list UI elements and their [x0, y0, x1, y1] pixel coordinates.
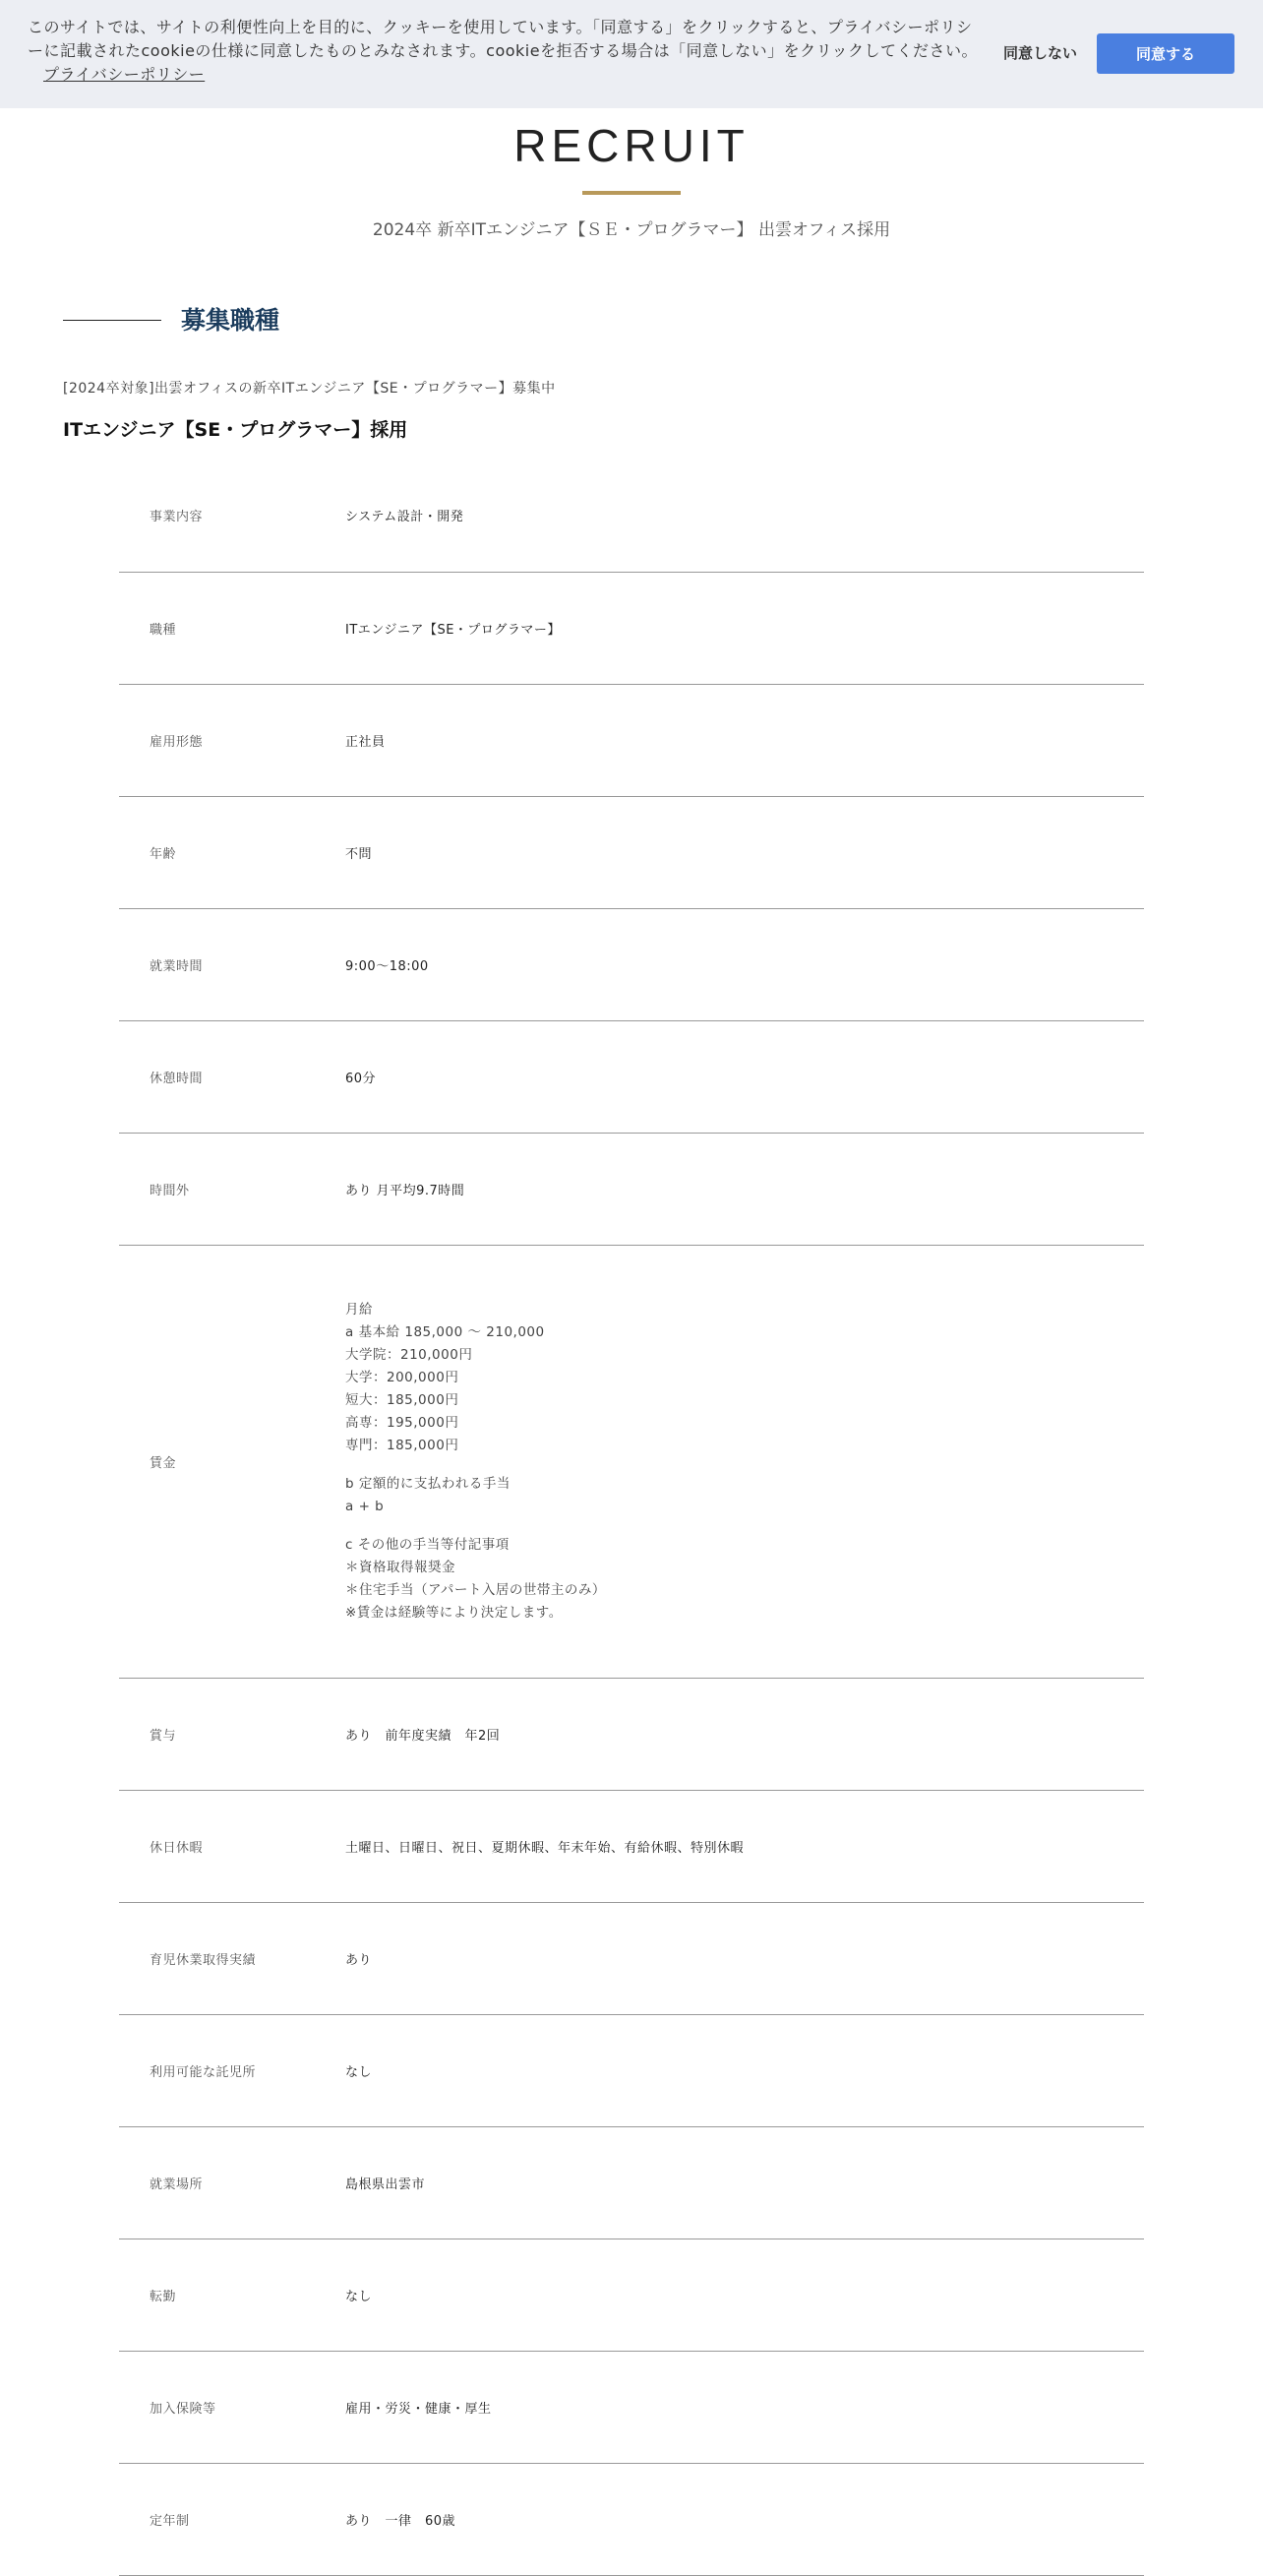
- row-value: 雇用・労災・健康・厚生: [345, 2351, 1144, 2463]
- row-value: あり: [345, 1902, 1144, 2014]
- table-row: [119, 2463, 1144, 2575]
- row-value: あり 月平均9.7時間: [345, 1133, 1144, 1245]
- decline-button[interactable]: 同意しない: [990, 33, 1091, 73]
- spacer: [345, 1518, 1144, 1534]
- row-label: 利用可能な託児所: [119, 2014, 345, 2126]
- salary-line: c その他の手当等付記事項: [345, 1536, 510, 1553]
- salary-line: 高専：195,000円: [345, 1414, 459, 1431]
- table-row: [119, 2126, 1144, 2239]
- row-label: 育児休業取得実績: [119, 1902, 345, 2014]
- row-label: 休憩時間: [119, 1020, 345, 1133]
- row-label: 賞与: [119, 1678, 345, 1790]
- table-row: [119, 1133, 1144, 1245]
- row-label: 年齢: [119, 796, 345, 908]
- table-row: [119, 796, 1144, 908]
- row-value: 正社員: [345, 684, 1144, 796]
- row-value: 60分: [345, 1020, 1144, 1133]
- table-row: [119, 2351, 1144, 2463]
- table-row-salary: [119, 1245, 1144, 1678]
- title-underline: [582, 191, 681, 195]
- salary-line: ＊資格取得報奨金: [345, 1559, 455, 1575]
- salary-line: 月給: [345, 1301, 373, 1318]
- row-value: 9:00～18:00: [345, 908, 1144, 1020]
- row-value: 島根県出雲市: [345, 2126, 1144, 2239]
- intro-text: [2024卒対象]出雲オフィスの新卒ITエンジニア【SE・プログラマー】募集中: [63, 381, 556, 397]
- row-value: あり 前年度実績 年2回: [345, 1678, 1144, 1790]
- row-label: 職種: [119, 572, 345, 684]
- row-value: あり 一律 60歳: [345, 2463, 1144, 2575]
- job-heading: ITエンジニア【SE・プログラマー】採用: [63, 419, 408, 441]
- salary-line: ※賃金は経験等により決定します。: [345, 1604, 563, 1621]
- table-row: [119, 572, 1144, 684]
- row-label: 就業場所: [119, 2126, 345, 2239]
- spacer: [345, 1457, 1144, 1473]
- privacy-policy-link[interactable]: プライバシーポリシー: [43, 65, 206, 84]
- row-label: 賃金: [119, 1245, 345, 1678]
- row-value: なし: [345, 2239, 1144, 2351]
- table-row: [119, 1678, 1144, 1790]
- accept-button[interactable]: 同意する: [1097, 33, 1234, 74]
- cookie-banner: [0, 0, 1263, 108]
- row-label: 加入保険等: [119, 2351, 345, 2463]
- salary-line: a + b: [345, 1498, 385, 1514]
- row-value: 不問: [345, 796, 1144, 908]
- salary-line: a 基本給 185,000 ～ 210,000: [345, 1323, 545, 1340]
- page-title: RECRUIT: [513, 120, 750, 171]
- table-row: [119, 908, 1144, 1020]
- table-row: [119, 684, 1144, 796]
- salary-line: 専門：185,000円: [345, 1437, 459, 1453]
- salary-line: 短大：185,000円: [345, 1391, 459, 1408]
- salary-line: ＊住宅手当（アパート入居の世帯主のみ）: [345, 1581, 606, 1598]
- table-row: [119, 1790, 1144, 1902]
- row-label: 就業時間: [119, 908, 345, 1020]
- row-value: 土曜日、日曜日、祝日、夏期休暇、年末年始、有給休暇、特別休暇: [345, 1790, 1144, 1902]
- table-row: [119, 2239, 1144, 2351]
- salary-line: 大学：200,000円: [345, 1369, 459, 1385]
- row-label: 事業内容: [119, 460, 345, 572]
- row-value: なし: [345, 2014, 1144, 2126]
- salary-line: b 定額的に支払われる手当: [345, 1475, 511, 1492]
- row-label: 雇用形態: [119, 684, 345, 796]
- row-label: 休日休暇: [119, 1790, 345, 1902]
- row-value: システム設計・開発: [345, 460, 1144, 572]
- cookie-message-text: このサイトでは、サイトの利便性向上を目的に、クッキーを使用しています。「同意する」をクリックすると、プライバシーポリシーに記載されたcookieの仕様に同意したものとみなされます。cookieを拒否する場合は「同意しない」をクリックしてください。: [28, 18, 978, 60]
- row-label: 定年制: [119, 2463, 345, 2575]
- row-label: 転勤: [119, 2239, 345, 2351]
- page-subtitle: 2024卒 新卒ITエンジニア【ＳＥ・プログラマー】 出雲オフィス採用: [372, 220, 891, 240]
- section-title: 募集職種: [181, 306, 280, 335]
- salary-details: [345, 1245, 1144, 1678]
- row-value: ITエンジニア【SE・プログラマー】: [345, 572, 1144, 684]
- salary-line: 大学院：210,000円: [345, 1346, 473, 1363]
- job-details-table: [119, 460, 1144, 2576]
- row-label: 時間外: [119, 1133, 345, 1245]
- table-row: [119, 2014, 1144, 2126]
- cookie-message: [28, 16, 982, 87]
- table-row: [119, 1020, 1144, 1133]
- section-heading-line: [63, 320, 161, 321]
- table-row: [119, 460, 1144, 572]
- table-row: [119, 1902, 1144, 2014]
